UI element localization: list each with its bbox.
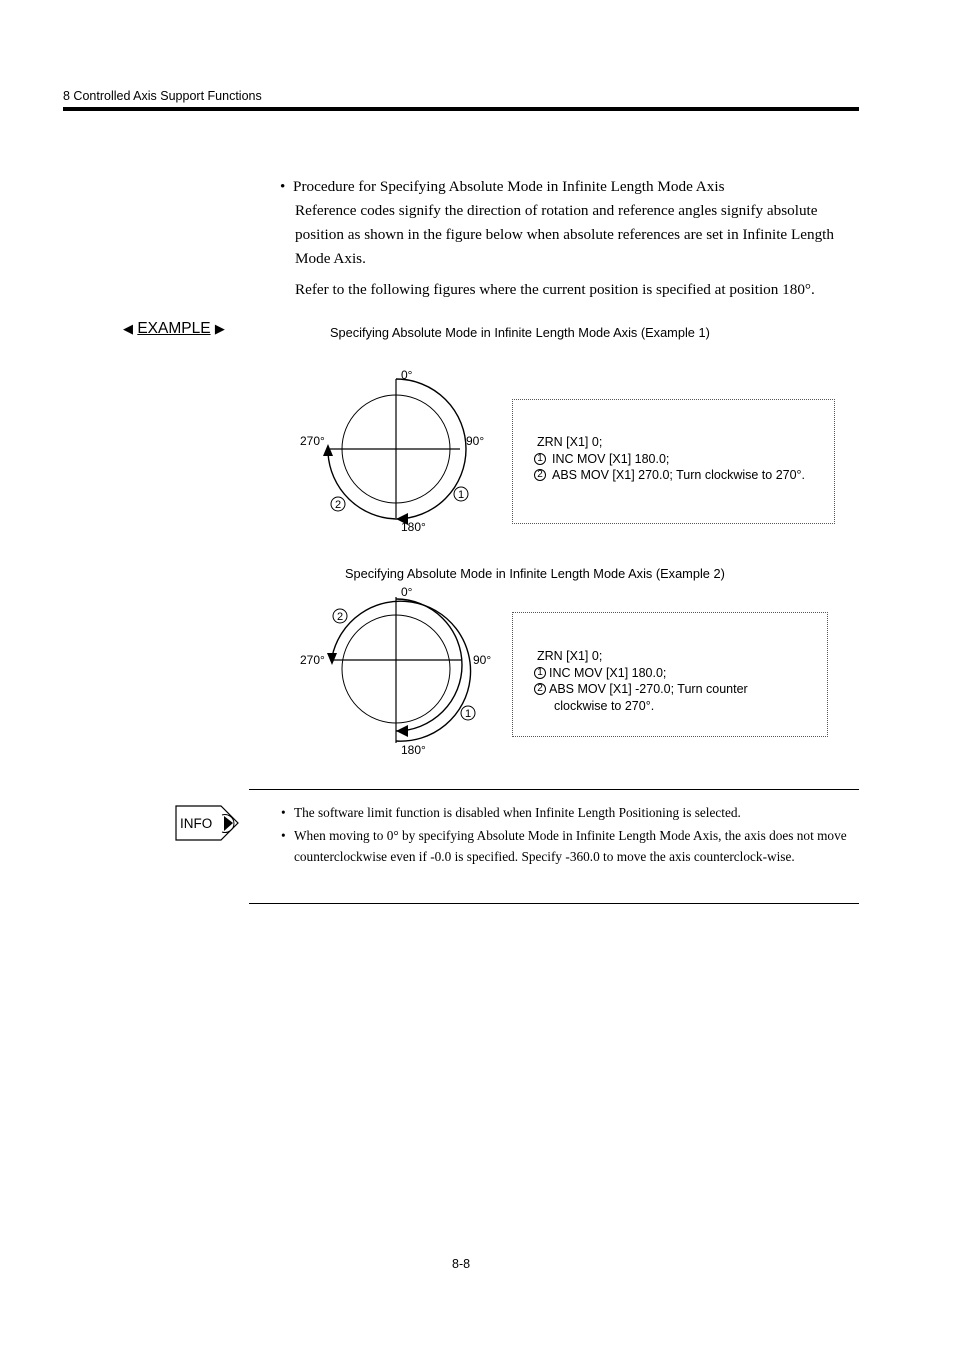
code-line	[534, 451, 834, 468]
angle-label-right: 90°	[473, 653, 492, 667]
code-line	[534, 681, 827, 698]
angle-label-left: 270°	[300, 653, 325, 667]
code-text: INC MOV [X1] 180.0;	[552, 451, 670, 466]
code-line	[537, 434, 834, 451]
info-bottom-rule	[249, 903, 859, 904]
code-line	[534, 467, 834, 484]
bullet-mark: •	[280, 178, 286, 195]
step-2-number: 2	[336, 611, 344, 623]
info-note	[281, 802, 861, 823]
intro-paragraph-2: Refer to the following figures where the current position is specified at position 180°.	[295, 281, 815, 298]
page-number: 8-8	[452, 1257, 471, 1271]
angle-label-top: 0°	[401, 585, 413, 599]
info-note-text: The software limit function is disabled when Infinite Length Positioning is selected.	[294, 805, 741, 820]
intro-heading	[280, 175, 860, 199]
intro-section	[280, 175, 860, 302]
right-triangle-icon: ▶	[214, 321, 225, 336]
code-text: ABS MOV [X1] -270.0; Turn counter	[549, 682, 748, 696]
step-number-badge: 2	[534, 469, 546, 481]
example-label	[123, 320, 225, 338]
arrow-1-icon	[396, 725, 408, 737]
header-rule	[63, 107, 859, 111]
figure-1-diagram	[290, 360, 510, 540]
figure-2-code-box	[512, 612, 828, 737]
angle-label-bottom: 180°	[401, 520, 426, 534]
info-icon-label: INFO	[180, 816, 213, 831]
intro-heading-text: Procedure for Specifying Absolute Mode in Infinite Length Mode Axis	[293, 178, 725, 195]
step-number-badge: 1	[534, 667, 546, 679]
code-text: ABS MOV [X1] 270.0; Turn clockwise to 270°.	[552, 468, 806, 482]
step-2-number: 2	[334, 499, 342, 511]
code-text: ZRN [X1] 0;	[537, 649, 603, 663]
bullet-mark: •	[281, 828, 286, 843]
figure-2-caption: Specifying Absolute Mode in Infinite Length Mode Axis (Example 2)	[345, 566, 725, 581]
info-notes	[281, 802, 861, 869]
step-1-number: 1	[457, 489, 465, 501]
angle-label-left: 270°	[300, 434, 325, 448]
code-text: INC MOV [X1] 180.0;	[549, 665, 667, 680]
bullet-mark: •	[281, 805, 286, 820]
code-text: clockwise to 270°.	[554, 698, 655, 713]
info-icon	[175, 803, 241, 843]
example-label-text: EXAMPLE	[137, 320, 211, 337]
code-text: ZRN [X1] 0;	[537, 435, 603, 449]
intro-paragraph-1: Reference codes signify the direction of rotation and reference angles signify absolute position as shown in the figure below when absolute references are set in Infinite Length Mode Axis.	[295, 202, 834, 267]
info-note-text: When moving to 0° by specifying Absolute Mode in Infinite Length Mode Axis, the axis does not move counterclockwise even if -0.0 is specified. Specify -360.0 to move the axis counterclock-wise.	[294, 828, 847, 864]
code-line	[537, 648, 827, 665]
figure-2-diagram	[290, 583, 510, 763]
running-header: 8 Controlled Axis Support Functions	[63, 89, 262, 103]
code-line	[537, 698, 827, 715]
code-line	[534, 665, 827, 682]
info-top-rule	[249, 789, 859, 790]
arrow-2-icon	[327, 653, 337, 665]
step-number-badge: 2	[534, 683, 546, 695]
angle-label-right: 90°	[466, 434, 485, 448]
angle-label-top: 0°	[401, 368, 413, 382]
left-triangle-icon: ◀	[123, 321, 133, 336]
figure-1-code-box	[512, 399, 835, 524]
info-note	[281, 825, 861, 867]
step-1-number: 1	[464, 708, 472, 720]
angle-label-bottom: 180°	[401, 743, 426, 757]
step-number-badge: 1	[534, 453, 546, 465]
figure-1-caption: Specifying Absolute Mode in Infinite Length Mode Axis (Example 1)	[330, 325, 710, 340]
